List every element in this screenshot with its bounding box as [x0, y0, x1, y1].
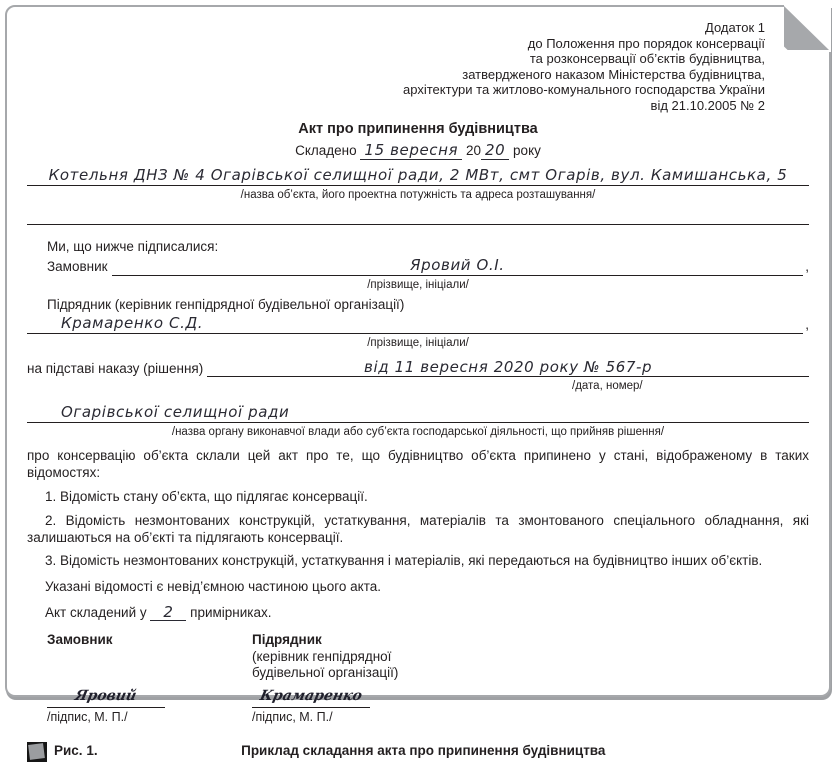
contractor-line: [27, 314, 803, 334]
section-divider: [27, 224, 809, 225]
header-line: та розконсервації об’єктів будівництва,: [529, 51, 765, 66]
document-content: [7, 7, 829, 762]
appendix-header: [27, 20, 809, 113]
order-label: на підставі наказу (рішення): [27, 360, 204, 376]
header-line: Додаток 1: [705, 20, 765, 35]
contractor-signature-caption: /підпис, М. П./: [252, 710, 333, 724]
contractor-signature: Крамаренко: [258, 688, 364, 704]
customer-row: [47, 256, 809, 276]
authority-row: [27, 403, 809, 423]
authority-caption: /назва органу виконавчої влади або суб’єкта господарської діяльності, що прийняв рішення/: [171, 425, 665, 438]
copies-prefix: Акт складений у: [45, 605, 147, 621]
date-line: [27, 141, 809, 160]
handwritten-year: 20: [481, 141, 509, 160]
contractor-caption: /прізвище, ініціали/: [367, 337, 469, 350]
object-name-line: [27, 166, 809, 186]
handwritten-contractor-name: Крамаренко С.Д.: [61, 314, 204, 333]
contractor-trailing-comma: ,: [805, 317, 809, 333]
handwritten-copies-count: 2: [150, 605, 186, 621]
document-page: [5, 5, 831, 759]
contractor-signature-subtitle: (керівник генпідрядної: [252, 648, 392, 664]
body-item-2: 2. Відомість незмонтованих конструкцій, устаткування, матеріалів та змонтованого спеціального обладнання, які залишаються на об’єкті та підлягають консервації.: [27, 512, 809, 545]
header-line: архітектури та житлово-комунального господарства України: [403, 82, 765, 97]
copies-suffix: примірниках.: [190, 605, 272, 621]
figure-label: Рис. 1.: [54, 743, 98, 759]
customer-signature-caption: /підпис, М. П./: [47, 710, 128, 724]
folded-corner-icon: [784, 5, 831, 52]
body-item-1: 1. Відомість стану об’єкта, що підлягає консервації.: [45, 488, 368, 504]
copies-line: [45, 605, 809, 622]
authority-line: [27, 403, 809, 423]
signature-block: [47, 632, 809, 726]
contractor-label: Підрядник (керівник генпідрядної будівельної організації): [47, 297, 405, 313]
contractor-signature-line: [252, 688, 370, 708]
handwritten-customer-name: Яровий О.І.: [410, 256, 505, 275]
handwritten-authority: Огарівської селищної ради: [61, 402, 290, 421]
document-title: Акт про припинення будівництва: [298, 121, 538, 137]
customer-signature-line: [47, 688, 165, 708]
header-line: від 21.10.2005 № 2: [650, 97, 765, 113]
body-item-3: 3. Відомість незмонтованих конструкцій, устаткування і матеріалів, які передаються на будівництво інших об’єктів.: [45, 553, 763, 569]
object-name-row: [27, 166, 809, 186]
object-name-caption: /назва об’єкта, його проектна потужність та адреса розташування/: [240, 188, 596, 201]
header-line: до Положення про порядок консервації: [527, 35, 765, 51]
handwritten-object-name: Котельня ДНЗ № 4 Огарівської селищної ради, 2 МВт, смт Огарів, вул. Камишанська, 5: [48, 166, 788, 184]
printed-century: 20: [465, 143, 481, 159]
figure-caption: Приклад складання акта про припинення будівництва: [241, 743, 606, 759]
figure-caption-bar: [27, 742, 809, 762]
body-note: Указані відомості є невід’ємною частиною цього акта.: [45, 579, 381, 595]
parties-intro: Ми, що нижче підписалися:: [47, 239, 219, 255]
customer-line: [112, 256, 804, 276]
order-caption: /дата, номер/: [572, 380, 643, 393]
header-line: затвердженого наказом Міністерства будівництва,: [462, 66, 765, 82]
contractor-signature-column: [252, 632, 512, 726]
customer-signature: Яровий: [73, 688, 139, 704]
contractor-signature-subtitle: будівельної організації): [252, 664, 399, 680]
customer-caption: /прізвище, ініціали/: [367, 279, 469, 291]
order-row: [27, 358, 809, 378]
contractor-row: [27, 314, 809, 334]
order-line: [207, 358, 809, 378]
date-prefix: Складено: [295, 143, 357, 159]
customer-signature-column: [47, 632, 252, 726]
customer-label: Замовник: [47, 259, 108, 275]
customer-signature-title: Замовник: [47, 632, 113, 647]
handwritten-order: від 11 вересня 2020 року № 567-р: [364, 357, 653, 376]
figure-marker-icon: [27, 742, 47, 762]
contractor-signature-title: Підрядник: [252, 632, 322, 647]
date-suffix: року: [513, 143, 541, 159]
handwritten-date: 15 вересня: [360, 141, 462, 160]
customer-trailing-comma: ,: [805, 259, 809, 275]
body-intro: про консервацію об’єкта склали цей акт про те, що будівництво об’єкта припинено у стані, відображеному в таких відомостях:: [27, 448, 809, 480]
